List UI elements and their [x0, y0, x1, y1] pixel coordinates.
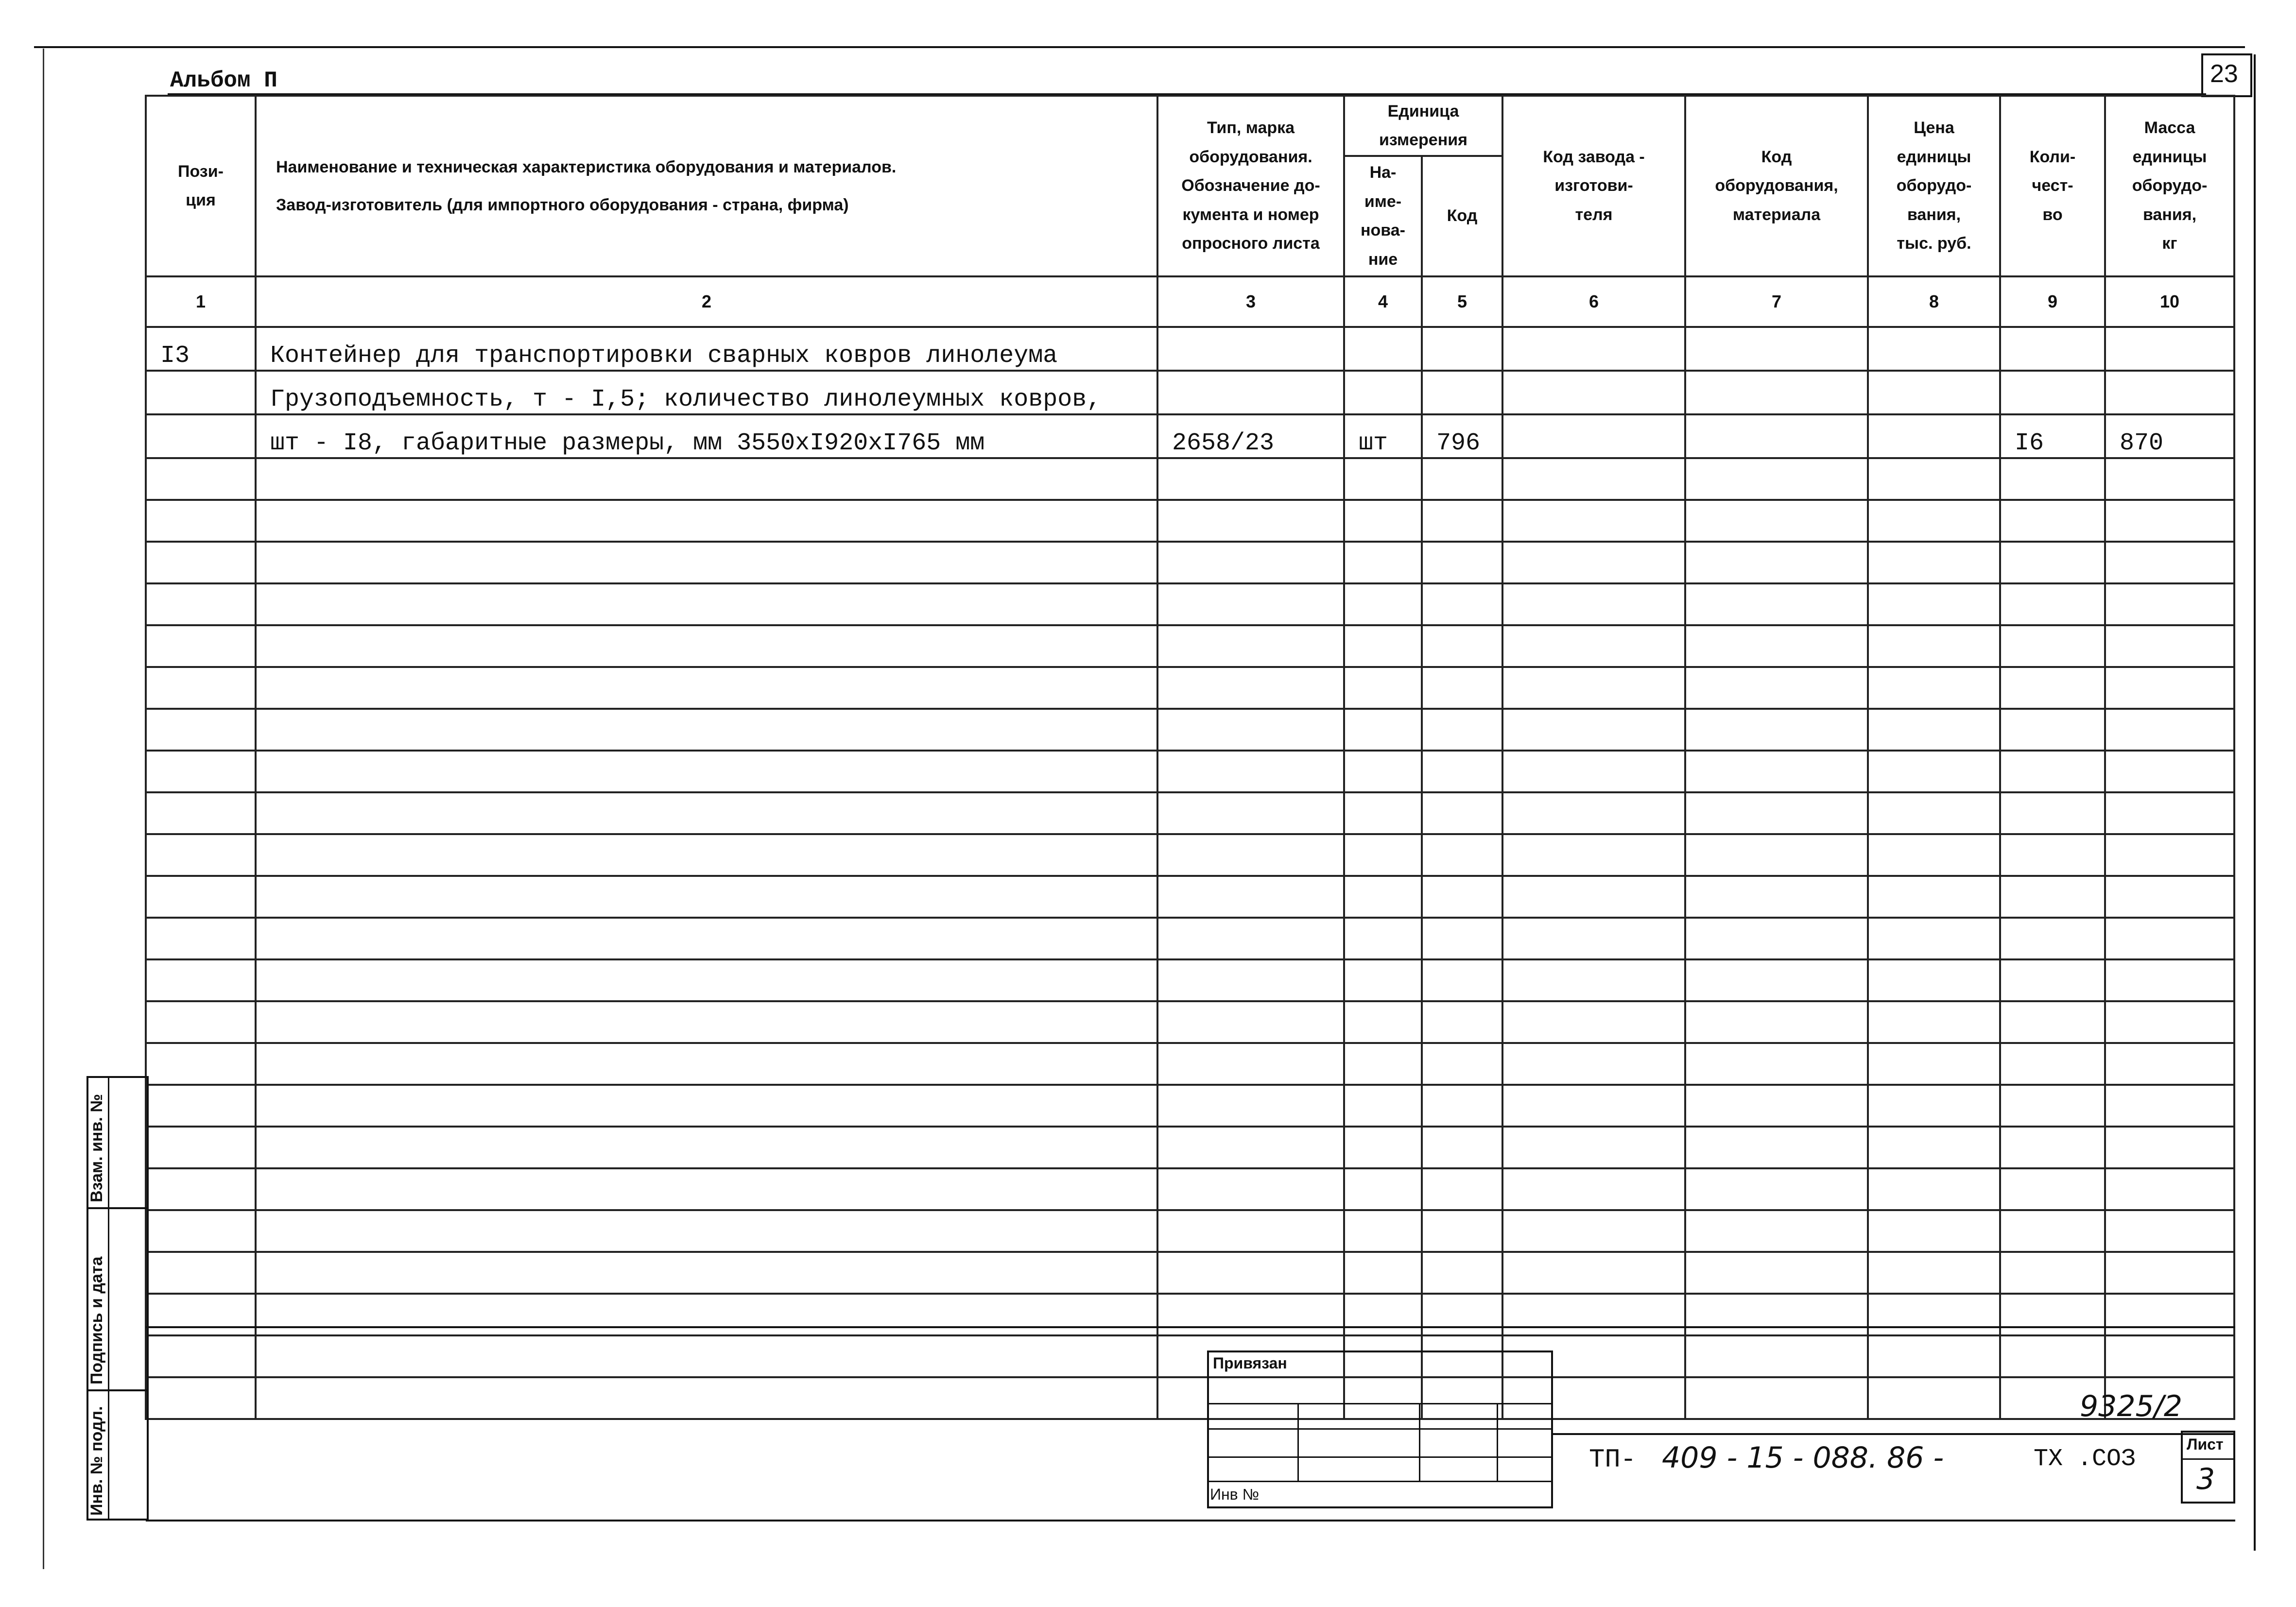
column-number: 9 — [2000, 276, 2105, 327]
doc-suffix: ТХ .СОЗ — [2034, 1445, 2136, 1473]
header-price: Цена единицы оборудо- вания, тыс. руб. — [1868, 96, 2000, 276]
album-label: Альбом П — [170, 68, 277, 93]
empty-table-row — [146, 1335, 2234, 1377]
column-number-row — [146, 276, 2234, 327]
empty-table-row — [146, 792, 2234, 834]
header-position: Пози- ция — [146, 96, 256, 276]
empty-table-row — [146, 1085, 2234, 1127]
sheet-label: Лист — [2187, 1436, 2224, 1453]
side-stamp-sign-date: Подпись и дата — [87, 1256, 106, 1385]
archive-number: 9325/2 — [2080, 1389, 2183, 1423]
row-code — [1422, 327, 1502, 371]
sheet-number: 3 — [2196, 1462, 2215, 1496]
column-number: 6 — [1502, 276, 1685, 327]
empty-table-row — [146, 1294, 2234, 1335]
row-name: Контейнер для транспортировки сварных ковров линолеума — [256, 327, 1157, 371]
row-mass — [2105, 371, 2234, 414]
page-number: 23 — [2210, 60, 2238, 88]
side-stamp-inv-podl: Инв. № подл. — [87, 1406, 106, 1516]
frame-bottom-line — [146, 1520, 2235, 1522]
column-number: 4 — [1344, 276, 1422, 327]
empty-table-row — [146, 751, 2234, 792]
empty-table-row — [146, 1043, 2234, 1085]
frame-top-line — [34, 46, 2245, 48]
side-stamp-divider — [86, 1207, 149, 1209]
column-number: 1 — [146, 276, 256, 327]
table-row — [146, 414, 2234, 458]
table-row — [146, 371, 2234, 414]
row-position: I3 — [146, 327, 256, 371]
column-number: 10 — [2105, 276, 2234, 327]
empty-table-row — [146, 1377, 2234, 1419]
frame-right-line — [2254, 54, 2256, 1551]
row-code — [1422, 371, 1502, 414]
row-name: Грузоподъемность, т - I,5; количество линолеумных ковров, — [256, 371, 1157, 414]
column-number: 2 — [256, 276, 1157, 327]
empty-table-row — [146, 458, 2234, 500]
row-mass — [2105, 327, 2234, 371]
inv-no-label: Инв № — [1210, 1486, 1259, 1503]
empty-table-row — [146, 500, 2234, 542]
empty-table-row — [146, 1210, 2234, 1252]
column-number: 8 — [1868, 276, 2000, 327]
empty-table-row — [146, 542, 2234, 583]
row-mass: 870 — [2105, 414, 2234, 458]
doc-code-prefix: ТП- — [1589, 1445, 1637, 1475]
row-type — [1157, 371, 1344, 414]
empty-table-row — [146, 834, 2234, 876]
row-type — [1157, 327, 1344, 371]
row-quantity: I6 — [2000, 414, 2105, 458]
row-name: шт - I8, габаритные размеры, мм 3550хI920хI765 мм — [256, 414, 1157, 458]
empty-table-row — [146, 583, 2234, 625]
table-bottom-extension — [146, 1326, 2235, 1328]
row-position — [146, 414, 256, 458]
empty-table-row — [146, 1001, 2234, 1043]
doc-code: 409 - 15 - 088. 86 - — [1662, 1441, 1944, 1475]
row-type: 2658/23 — [1157, 414, 1344, 458]
empty-table-row — [146, 709, 2234, 751]
side-stamp-inv-vzam: Взам. инв. № — [87, 1094, 106, 1202]
table-row — [146, 327, 2234, 371]
column-number: 5 — [1422, 276, 1502, 327]
empty-table-row — [146, 1252, 2234, 1294]
header-unit-group: Единица измерения — [1344, 96, 1502, 156]
header-type: Тип, марка оборудования. Обозначение до- кумента и номер опросного листа — [1157, 96, 1344, 276]
header-quantity: Коли- чест- во — [2000, 96, 2105, 276]
header-factory-code: Код завода - изготови- теля — [1502, 96, 1685, 276]
header-unit-code: Код — [1422, 156, 1502, 276]
header-name: Наименование и техническая характеристика оборудования и материалов. Завод-изготовитель (для импортного оборудования - страна, фирма) — [256, 96, 1157, 276]
empty-table-row — [146, 876, 2234, 918]
row-unit — [1344, 327, 1422, 371]
empty-table-row — [146, 667, 2234, 709]
empty-table-row — [146, 1168, 2234, 1210]
row-unit: шт — [1344, 414, 1422, 458]
row-code: 796 — [1422, 414, 1502, 458]
privyazan-label: Привязан — [1213, 1354, 1287, 1372]
frame-left-line — [43, 49, 44, 1569]
row-position — [146, 371, 256, 414]
header-mass: Масса единицы оборудо- вания, кг — [2105, 96, 2234, 276]
header-unit-name: На- име- нова- ние — [1344, 156, 1422, 276]
empty-table-row — [146, 918, 2234, 959]
empty-table-row — [146, 1127, 2234, 1168]
side-stamp-divider — [86, 1389, 149, 1391]
side-stamp-inner-line — [108, 1076, 109, 1521]
row-unit — [1344, 371, 1422, 414]
column-number: 3 — [1157, 276, 1344, 327]
column-number: 7 — [1685, 276, 1868, 327]
row-quantity — [2000, 327, 2105, 371]
empty-table-row — [146, 625, 2234, 667]
empty-rows — [146, 458, 2234, 1419]
row-quantity — [2000, 371, 2105, 414]
header-equipment-code: Код оборудования, материала — [1685, 96, 1868, 276]
empty-table-row — [146, 959, 2234, 1001]
equipment-spec-table — [145, 95, 2235, 1420]
